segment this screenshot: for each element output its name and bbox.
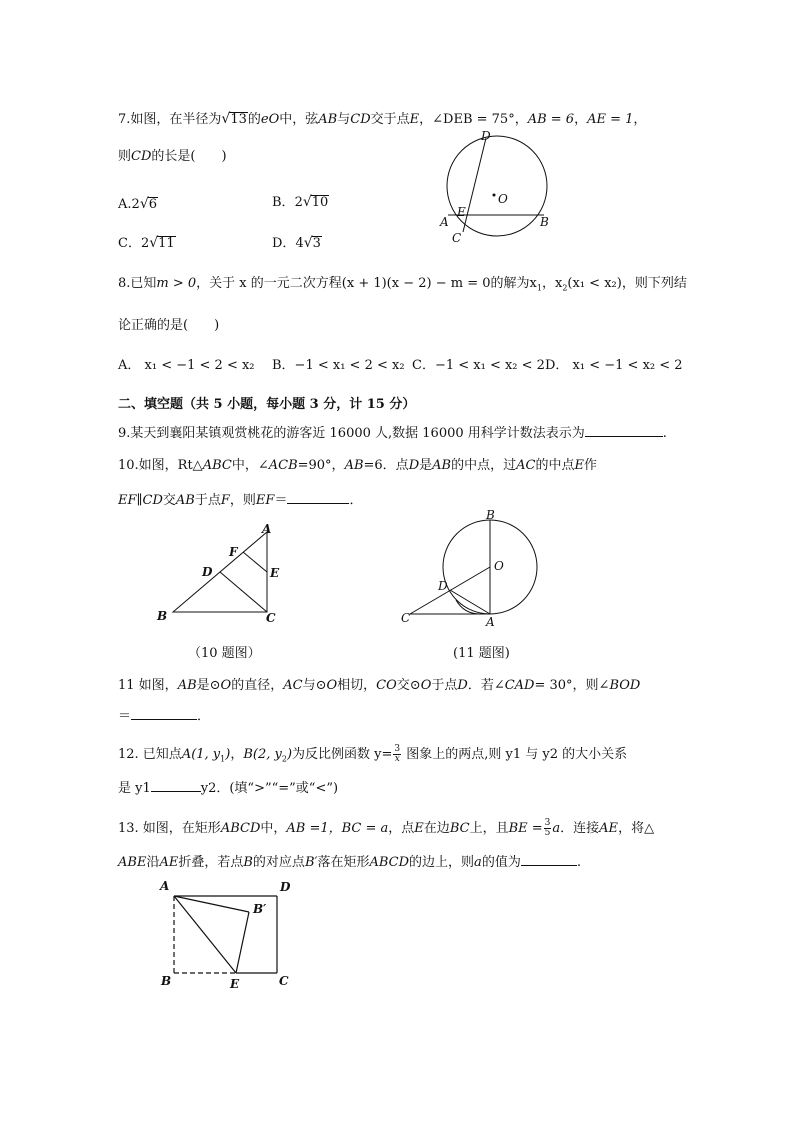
- section-heading: 二、填空题（共 5 小题，每小题 3 分，计 15 分）: [118, 397, 416, 412]
- q11-caption: (11 题图): [453, 646, 510, 661]
- label-b: B: [540, 215, 549, 229]
- q8-line1: 8.已知m > 0，关于 x 的一元二次方程(x + 1)(x − 2) − m = 0的解为$x_1$，$x_2(x_1 < x_2)$，则下列结: [118, 276, 687, 293]
- label-e: E: [270, 566, 280, 580]
- q7-option-a: A.2√6: [118, 196, 158, 212]
- q11-line2: ＝ ．: [118, 709, 211, 724]
- chord-cd: [463, 138, 486, 232]
- q12-fraction: $\frac{3}{x}$: [394, 744, 401, 764]
- q10-caption: （10 题图）: [188, 646, 261, 661]
- label-c: C: [266, 611, 276, 625]
- q12-line2: 是 y1 y2．(填“>”“=”或“<”): [118, 781, 339, 796]
- label-f: F: [229, 545, 238, 559]
- label-o: O: [498, 192, 508, 206]
- q8-line2: 论正确的是( ): [118, 318, 220, 333]
- q10-answer-blank[interactable]: [287, 491, 349, 504]
- q10-line2: EF∥CD交AB于点F，则EF＝ ．: [118, 493, 363, 508]
- label-e: E: [230, 977, 240, 991]
- label-o: O: [494, 559, 504, 573]
- q11-answer-blank[interactable]: [131, 707, 197, 720]
- q11-circle-figure: [398, 510, 550, 630]
- circle-o: [447, 136, 547, 236]
- q7-radicand: 13: [230, 112, 247, 127]
- label-c: C: [279, 974, 289, 988]
- q10-line1: 10.如图，Rt△ABC中，∠ACB=90°，AB=6．点D是AB的中点，过AC的中点E作: [118, 458, 597, 473]
- q8-option-d: D． x₁ < −1 < x₂ < 2: [545, 358, 683, 373]
- label-b-prime: B′: [253, 902, 267, 916]
- label-a: A: [160, 879, 170, 893]
- q9-answer-blank[interactable]: [585, 424, 663, 437]
- q7-option-c: C．2√11: [118, 235, 175, 251]
- label-d: D: [202, 565, 213, 579]
- segment-ad: [450, 590, 490, 614]
- q7-option-b: B．2√10: [272, 194, 329, 210]
- q13-line1: 13. 如图，在矩形ABCD中，AB =1，BC = a，点E在边BC上，且BE = $\frac{3}{5}$ a．连接AE，将△: [118, 818, 655, 838]
- label-a: A: [440, 215, 449, 229]
- q12-line1: 12. 已知点A(1, $y_1$)，B(2, $y_2$)为反比例函数 y= $\frac{3}{x}$ 图象上的两点,则 y1 与 y2 的大小关系: [118, 744, 628, 764]
- q7-line2: 则CD的长是( ): [118, 149, 227, 164]
- label-c: C: [452, 231, 462, 245]
- label-d: D: [481, 129, 491, 143]
- label-d: D: [280, 880, 291, 894]
- label-d: D: [438, 579, 448, 593]
- q8-option-c: C．−1 < x₁ < x₂ < 2: [412, 358, 545, 373]
- segment-ef: [243, 552, 267, 572]
- label-a: A: [486, 615, 495, 629]
- q8-option-a: A． x₁ < −1 < 2 < x₂: [118, 358, 255, 373]
- q13-line2: ABE沿AE折叠，若点B的对应点B′落在矩形ABCD的边上，则a的值为 .: [118, 855, 581, 870]
- label-b: B: [161, 974, 172, 988]
- q7-option-d: D．4√3: [272, 235, 321, 251]
- q11-line1: 11 如图，AB是⊙O的直径，AC与⊙O相切，CO交⊙O于点D．若∠CAD= 30°，则∠BOD: [118, 678, 641, 693]
- label-e: E: [457, 205, 466, 219]
- q7-circle-figure: [436, 128, 556, 248]
- q12-answer-blank[interactable]: [151, 779, 201, 792]
- q13-answer-blank[interactable]: [521, 853, 577, 866]
- q7-line1: 7.如图，在半径为√13的eO中，弦AB与CD交于点E，∠DEB = 75°，AB = 6，AE = 1，: [118, 111, 647, 127]
- center-dot: [493, 194, 496, 197]
- segment-cd: [220, 572, 267, 612]
- segment-b-prime-e: [236, 912, 249, 973]
- q8-option-b: B．−1 < x₁ < 2 < x₂: [272, 358, 405, 373]
- label-b: B: [157, 609, 168, 623]
- label-a: A: [262, 522, 272, 536]
- label-c: C: [401, 611, 411, 625]
- label-b: B: [486, 510, 495, 522]
- q10-triangle-figure: [150, 520, 290, 630]
- q13-fraction: $\frac{3}{5}$: [544, 818, 551, 838]
- q13-rectangle-figure: [150, 876, 300, 996]
- q9-line: 9.某天到襄阳某镇观赏桃花的游客近 16000 人,数据 16000 用科学计数法表示为 .: [118, 426, 667, 441]
